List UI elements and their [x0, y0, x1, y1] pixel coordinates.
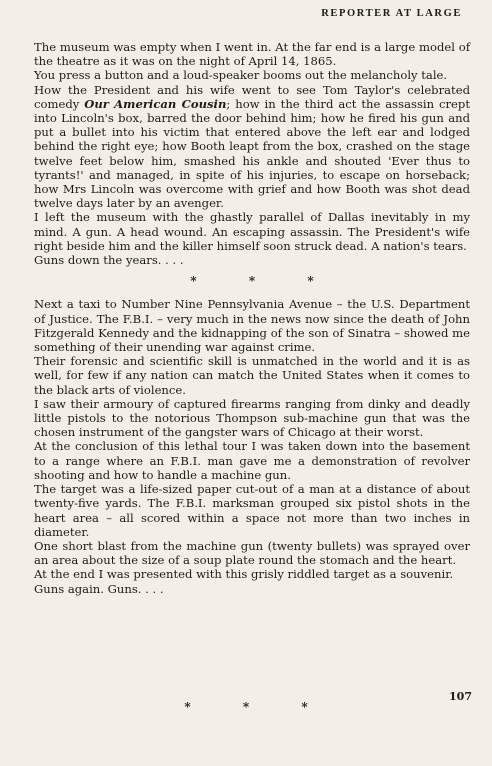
paragraph-lincoln — [34, 83, 470, 211]
paragraph: I saw their armoury of captured firearms ranging from dinky and deadly little pistols to the notorious Thompson sub-machine gun that was the chosen instrument of the gangster wars of Chicago at their worst. — [34, 396, 470, 440]
text-run: ; how in the third act the assassin crept into Lincoln's box, barred the door behind him; how he fired his gun and put a bullet into his victim that entered above the left ear and lodged behind the right eye; how Booth leapt from the box, crashed on the stage twelve feet below him, smashed his ankle and shouted 'Ever thus to tyrants!' and managed, in spite of his injuries, to escape on horseback; how Mrs Lincoln was overcome with grief and how Booth was shot dead twelve days later by an avenger. — [34, 96, 470, 211]
paragraph: Their forensic and scientific skill is unmatched in the world and it is as well, for few if any nation can match the United States when it comes to the black arts of violence. — [34, 354, 470, 397]
text-run: How the President and his wife went to see Tom Taylor's celebrated comedy — [34, 82, 470, 111]
paragraph: The target was a life-sized paper cut-out of a man at a distance of about twenty-five yards. The F.B.I. marksman grouped six pistol shots in the heart area – all scored within a space not more than two inches in diameter. — [34, 482, 470, 539]
paragraph: You press a button and a loud-speaker booms out the melancholy tale. — [34, 68, 448, 83]
paragraph: One short blast from the machine gun (twenty bullets) was sprayed over an area about the size of a soup plate round the stomach and the heart. — [34, 538, 470, 568]
running-head: REPORTER AT LARGE — [321, 8, 462, 19]
page-number: 107 — [449, 690, 472, 703]
paragraph: Next a taxi to Number Nine Pennsylvania Avenue – the U.S. Department of Justice. The F.B.I. – very much in the news now since the death of John Fitzgerald Kennedy and the kidnapping of the son of Sinatra – showed me something of their unending war against crime. — [34, 297, 470, 355]
play-title: Our American Cousin — [84, 96, 227, 111]
paragraph: Guns again. Guns. . . . — [34, 581, 164, 596]
paragraph: Guns down the years. . . . — [34, 253, 184, 268]
section-break: * * * — [190, 274, 338, 289]
paragraph: At the end I was presented with this grisly riddled target as a souvenir. — [34, 567, 454, 582]
paragraph: At the conclusion of this lethal tour I was taken down into the basement to a range where an F.B.I. man gave me a demonstration of revolver shooting and how to handle a machine gun. — [34, 439, 470, 482]
paragraph: I left the museum with the ghastly parallel of Dallas inevitably in my mind. A gun. A head wound. An escaping assassin. The President's wife right beside him and the killer himself soon struck dead. A nation's tears. — [34, 210, 470, 253]
section-break-end: * * * — [184, 700, 332, 714]
article-body — [34, 40, 470, 596]
paragraph: The museum was empty when I went in. At the far end is a large model of the theatre as it was on the night of April 14, 1865. — [34, 40, 470, 69]
